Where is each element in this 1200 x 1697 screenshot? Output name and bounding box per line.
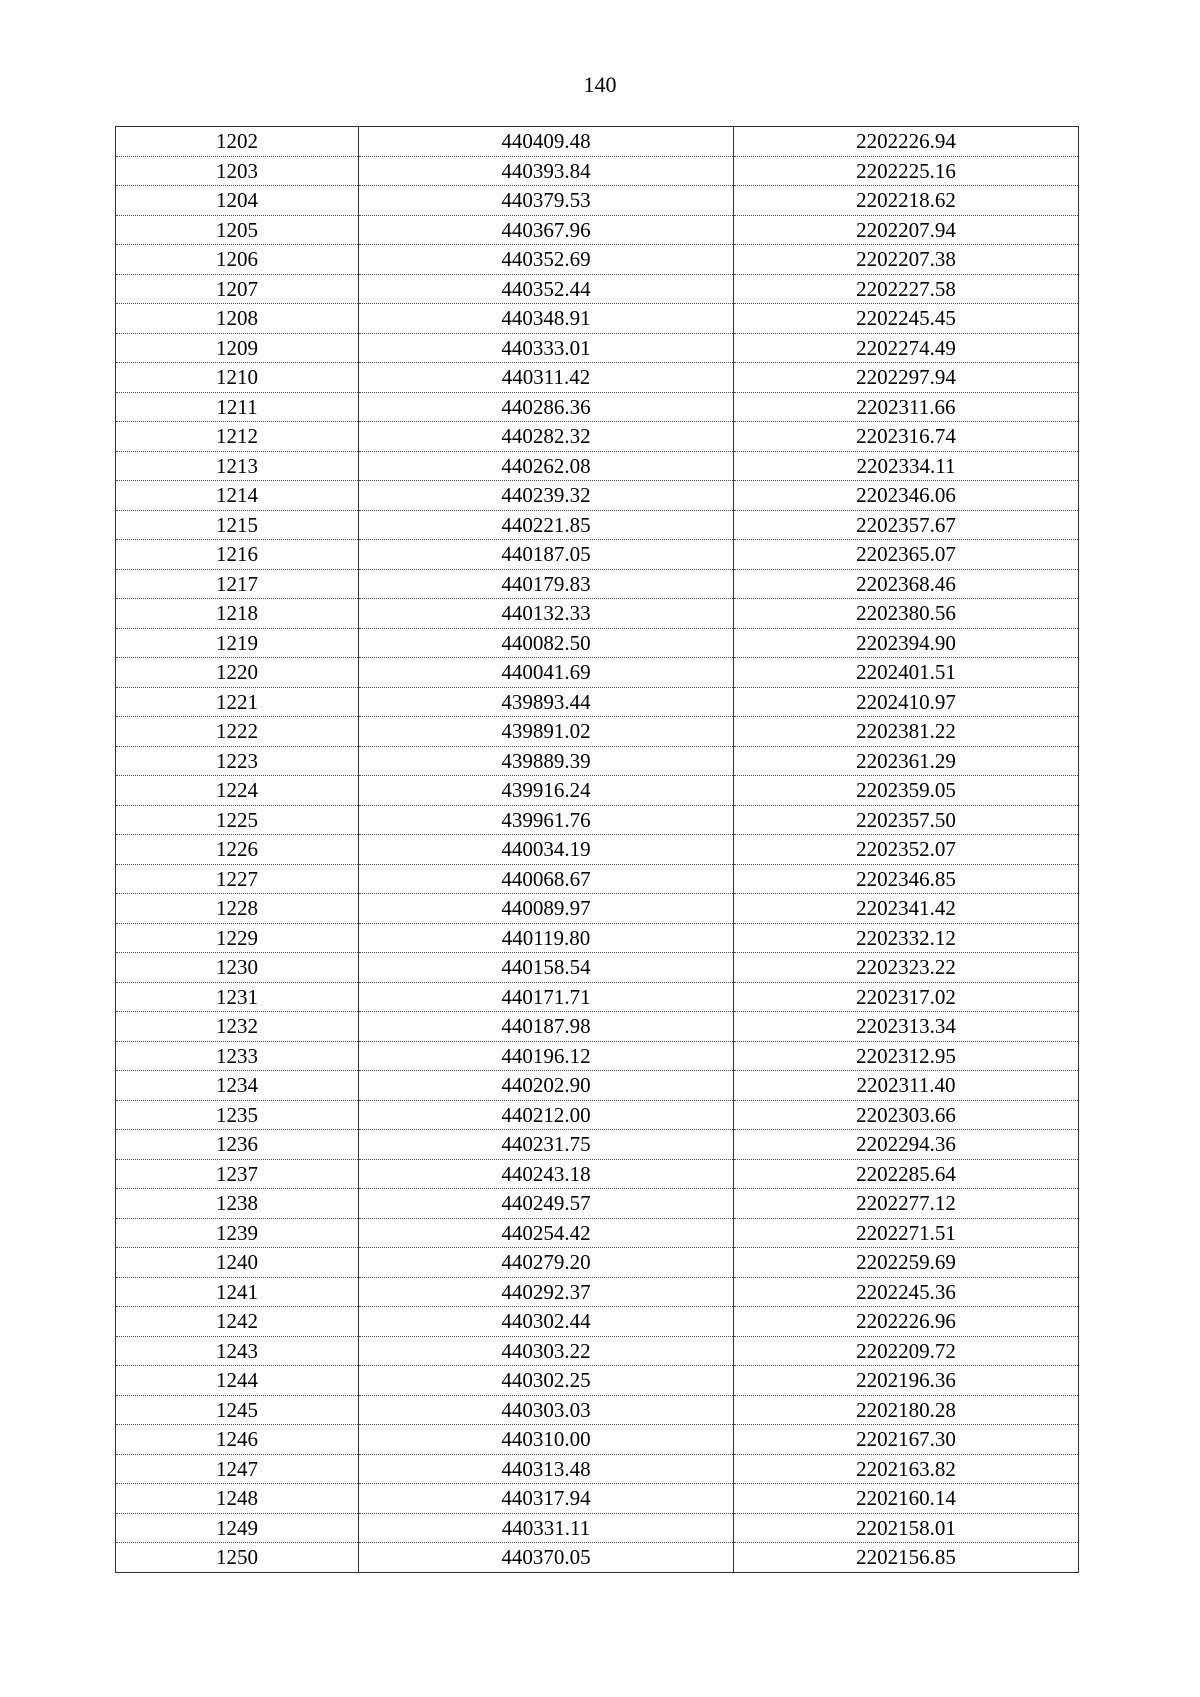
point-number-cell: 1233 (116, 1041, 359, 1071)
point-number-cell: 1242 (116, 1307, 359, 1337)
x-coordinate-cell: 440119.80 (359, 923, 734, 953)
point-number-cell: 1235 (116, 1100, 359, 1130)
point-number-cell: 1223 (116, 746, 359, 776)
table-row (116, 215, 1079, 245)
y-coordinate-cell: 2202196.36 (734, 1366, 1079, 1396)
point-number-cell: 1215 (116, 510, 359, 540)
table-row (116, 982, 1079, 1012)
point-number-cell: 1222 (116, 717, 359, 747)
point-number-cell: 1232 (116, 1012, 359, 1042)
point-number-cell: 1241 (116, 1277, 359, 1307)
x-coordinate-cell: 440317.94 (359, 1484, 734, 1514)
y-coordinate-cell: 2202394.90 (734, 628, 1079, 658)
y-coordinate-cell: 2202167.30 (734, 1425, 1079, 1455)
y-coordinate-cell: 2202410.97 (734, 687, 1079, 717)
x-coordinate-cell: 440262.08 (359, 451, 734, 481)
y-coordinate-cell: 2202365.07 (734, 540, 1079, 570)
point-number-cell: 1214 (116, 481, 359, 511)
point-number-cell: 1212 (116, 422, 359, 452)
table-row (116, 569, 1079, 599)
x-coordinate-cell: 440187.05 (359, 540, 734, 570)
x-coordinate-cell: 440279.20 (359, 1248, 734, 1278)
table-row (116, 186, 1079, 216)
y-coordinate-cell: 2202357.67 (734, 510, 1079, 540)
table-row (116, 1395, 1079, 1425)
x-coordinate-cell: 440041.69 (359, 658, 734, 688)
x-coordinate-cell: 439893.44 (359, 687, 734, 717)
point-number-cell: 1244 (116, 1366, 359, 1396)
table-row (116, 363, 1079, 393)
point-number-cell: 1229 (116, 923, 359, 953)
x-coordinate-cell: 440409.48 (359, 127, 734, 157)
x-coordinate-cell: 440239.32 (359, 481, 734, 511)
x-coordinate-cell: 440331.11 (359, 1513, 734, 1543)
y-coordinate-cell: 2202401.51 (734, 658, 1079, 688)
table-row (116, 599, 1079, 629)
x-coordinate-cell: 440187.98 (359, 1012, 734, 1042)
y-coordinate-cell: 2202323.22 (734, 953, 1079, 983)
table-row (116, 1012, 1079, 1042)
y-coordinate-cell: 2202312.95 (734, 1041, 1079, 1071)
y-coordinate-cell: 2202180.28 (734, 1395, 1079, 1425)
y-coordinate-cell: 2202341.42 (734, 894, 1079, 924)
x-coordinate-cell: 440311.42 (359, 363, 734, 393)
x-coordinate-cell: 440310.00 (359, 1425, 734, 1455)
point-number-cell: 1213 (116, 451, 359, 481)
table-row (116, 1543, 1079, 1573)
table-row (116, 333, 1079, 363)
x-coordinate-cell: 440171.71 (359, 982, 734, 1012)
table-row (116, 717, 1079, 747)
y-coordinate-cell: 2202226.94 (734, 127, 1079, 157)
x-coordinate-cell: 440302.25 (359, 1366, 734, 1396)
x-coordinate-cell: 440089.97 (359, 894, 734, 924)
y-coordinate-cell: 2202207.94 (734, 215, 1079, 245)
point-number-cell: 1225 (116, 805, 359, 835)
table-row (116, 156, 1079, 186)
table-row (116, 1071, 1079, 1101)
table-row (116, 628, 1079, 658)
table-row (116, 304, 1079, 334)
point-number-cell: 1230 (116, 953, 359, 983)
table-row (116, 894, 1079, 924)
table-row (116, 1130, 1079, 1160)
x-coordinate-cell: 440243.18 (359, 1159, 734, 1189)
table-row (116, 1041, 1079, 1071)
x-coordinate-cell: 440302.44 (359, 1307, 734, 1337)
y-coordinate-cell: 2202368.46 (734, 569, 1079, 599)
x-coordinate-cell: 440286.36 (359, 392, 734, 422)
y-coordinate-cell: 2202225.16 (734, 156, 1079, 186)
table-row (116, 1454, 1079, 1484)
y-coordinate-cell: 2202359.05 (734, 776, 1079, 806)
x-coordinate-cell: 440158.54 (359, 953, 734, 983)
point-number-cell: 1237 (116, 1159, 359, 1189)
table-row (116, 1336, 1079, 1366)
point-number-cell: 1227 (116, 864, 359, 894)
y-coordinate-cell: 2202285.64 (734, 1159, 1079, 1189)
x-coordinate-cell: 440333.01 (359, 333, 734, 363)
y-coordinate-cell: 2202274.49 (734, 333, 1079, 363)
y-coordinate-cell: 2202317.02 (734, 982, 1079, 1012)
point-number-cell: 1202 (116, 127, 359, 157)
x-coordinate-cell: 440034.19 (359, 835, 734, 865)
x-coordinate-cell: 440352.44 (359, 274, 734, 304)
y-coordinate-cell: 2202207.38 (734, 245, 1079, 275)
x-coordinate-cell: 440292.37 (359, 1277, 734, 1307)
table-row (116, 776, 1079, 806)
x-coordinate-cell: 440196.12 (359, 1041, 734, 1071)
point-number-cell: 1240 (116, 1248, 359, 1278)
table-row (116, 1248, 1079, 1278)
table-row (116, 1100, 1079, 1130)
y-coordinate-cell: 2202381.22 (734, 717, 1079, 747)
point-number-cell: 1205 (116, 215, 359, 245)
table-row (116, 1189, 1079, 1219)
table-row (116, 1366, 1079, 1396)
x-coordinate-cell: 439889.39 (359, 746, 734, 776)
table-row (116, 1277, 1079, 1307)
point-number-cell: 1239 (116, 1218, 359, 1248)
table-row (116, 451, 1079, 481)
table-row (116, 422, 1079, 452)
point-number-cell: 1219 (116, 628, 359, 658)
table-row (116, 953, 1079, 983)
y-coordinate-cell: 2202259.69 (734, 1248, 1079, 1278)
point-number-cell: 1250 (116, 1543, 359, 1573)
table-row (116, 1307, 1079, 1337)
x-coordinate-cell: 440179.83 (359, 569, 734, 599)
point-number-cell: 1204 (116, 186, 359, 216)
x-coordinate-cell: 440254.42 (359, 1218, 734, 1248)
x-coordinate-cell: 440379.53 (359, 186, 734, 216)
x-coordinate-cell: 440132.33 (359, 599, 734, 629)
point-number-cell: 1234 (116, 1071, 359, 1101)
point-number-cell: 1247 (116, 1454, 359, 1484)
x-coordinate-cell: 440231.75 (359, 1130, 734, 1160)
table-row (116, 658, 1079, 688)
point-number-cell: 1218 (116, 599, 359, 629)
point-number-cell: 1210 (116, 363, 359, 393)
point-number-cell: 1217 (116, 569, 359, 599)
table-row (116, 923, 1079, 953)
y-coordinate-cell: 2202311.40 (734, 1071, 1079, 1101)
x-coordinate-cell: 440348.91 (359, 304, 734, 334)
point-number-cell: 1209 (116, 333, 359, 363)
point-number-cell: 1236 (116, 1130, 359, 1160)
y-coordinate-cell: 2202357.50 (734, 805, 1079, 835)
y-coordinate-cell: 2202218.62 (734, 186, 1079, 216)
x-coordinate-cell: 440202.90 (359, 1071, 734, 1101)
y-coordinate-cell: 2202352.07 (734, 835, 1079, 865)
y-coordinate-cell: 2202158.01 (734, 1513, 1079, 1543)
x-coordinate-cell: 440212.00 (359, 1100, 734, 1130)
y-coordinate-cell: 2202227.58 (734, 274, 1079, 304)
y-coordinate-cell: 2202297.94 (734, 363, 1079, 393)
y-coordinate-cell: 2202245.45 (734, 304, 1079, 334)
table-row (116, 127, 1079, 157)
point-number-cell: 1220 (116, 658, 359, 688)
table-row (116, 1218, 1079, 1248)
table-row (116, 274, 1079, 304)
point-number-cell: 1224 (116, 776, 359, 806)
table-row (116, 1513, 1079, 1543)
point-number-cell: 1216 (116, 540, 359, 570)
y-coordinate-cell: 2202294.36 (734, 1130, 1079, 1160)
y-coordinate-cell: 2202277.12 (734, 1189, 1079, 1219)
x-coordinate-cell: 440393.84 (359, 156, 734, 186)
point-number-cell: 1248 (116, 1484, 359, 1514)
point-number-cell: 1249 (116, 1513, 359, 1543)
x-coordinate-cell: 440370.05 (359, 1543, 734, 1573)
point-number-cell: 1208 (116, 304, 359, 334)
x-coordinate-cell: 440282.32 (359, 422, 734, 452)
y-coordinate-cell: 2202163.82 (734, 1454, 1079, 1484)
page-number: 140 (583, 72, 617, 97)
y-coordinate-cell: 2202332.12 (734, 923, 1079, 953)
table-row (116, 1425, 1079, 1455)
table-row (116, 864, 1079, 894)
y-coordinate-cell: 2202334.11 (734, 451, 1079, 481)
coordinate-table-body (116, 127, 1079, 1573)
table-row (116, 540, 1079, 570)
point-number-cell: 1246 (116, 1425, 359, 1455)
coordinate-table (115, 126, 1079, 1573)
table-row (116, 687, 1079, 717)
point-number-cell: 1243 (116, 1336, 359, 1366)
table-row (116, 481, 1079, 511)
table-row (116, 1484, 1079, 1514)
y-coordinate-cell: 2202346.85 (734, 864, 1079, 894)
x-coordinate-cell: 440367.96 (359, 215, 734, 245)
y-coordinate-cell: 2202271.51 (734, 1218, 1079, 1248)
point-number-cell: 1228 (116, 894, 359, 924)
table-row (116, 746, 1079, 776)
x-coordinate-cell: 440313.48 (359, 1454, 734, 1484)
y-coordinate-cell: 2202311.66 (734, 392, 1079, 422)
x-coordinate-cell: 439916.24 (359, 776, 734, 806)
y-coordinate-cell: 2202361.29 (734, 746, 1079, 776)
table-row (116, 510, 1079, 540)
point-number-cell: 1221 (116, 687, 359, 717)
x-coordinate-cell: 440082.50 (359, 628, 734, 658)
x-coordinate-cell: 440221.85 (359, 510, 734, 540)
point-number-cell: 1245 (116, 1395, 359, 1425)
y-coordinate-cell: 2202380.56 (734, 599, 1079, 629)
y-coordinate-cell: 2202346.06 (734, 481, 1079, 511)
y-coordinate-cell: 2202303.66 (734, 1100, 1079, 1130)
point-number-cell: 1206 (116, 245, 359, 275)
x-coordinate-cell: 440303.03 (359, 1395, 734, 1425)
point-number-cell: 1207 (116, 274, 359, 304)
table-row (116, 245, 1079, 275)
x-coordinate-cell: 440352.69 (359, 245, 734, 275)
x-coordinate-cell: 440249.57 (359, 1189, 734, 1219)
point-number-cell: 1226 (116, 835, 359, 865)
y-coordinate-cell: 2202226.96 (734, 1307, 1079, 1337)
x-coordinate-cell: 439961.76 (359, 805, 734, 835)
point-number-cell: 1203 (116, 156, 359, 186)
y-coordinate-cell: 2202156.85 (734, 1543, 1079, 1573)
table-row (116, 392, 1079, 422)
table-row (116, 805, 1079, 835)
x-coordinate-cell: 439891.02 (359, 717, 734, 747)
y-coordinate-cell: 2202245.36 (734, 1277, 1079, 1307)
y-coordinate-cell: 2202313.34 (734, 1012, 1079, 1042)
point-number-cell: 1231 (116, 982, 359, 1012)
table-row (116, 835, 1079, 865)
y-coordinate-cell: 2202316.74 (734, 422, 1079, 452)
table-row (116, 1159, 1079, 1189)
y-coordinate-cell: 2202160.14 (734, 1484, 1079, 1514)
x-coordinate-cell: 440068.67 (359, 864, 734, 894)
y-coordinate-cell: 2202209.72 (734, 1336, 1079, 1366)
point-number-cell: 1211 (116, 392, 359, 422)
point-number-cell: 1238 (116, 1189, 359, 1219)
x-coordinate-cell: 440303.22 (359, 1336, 734, 1366)
